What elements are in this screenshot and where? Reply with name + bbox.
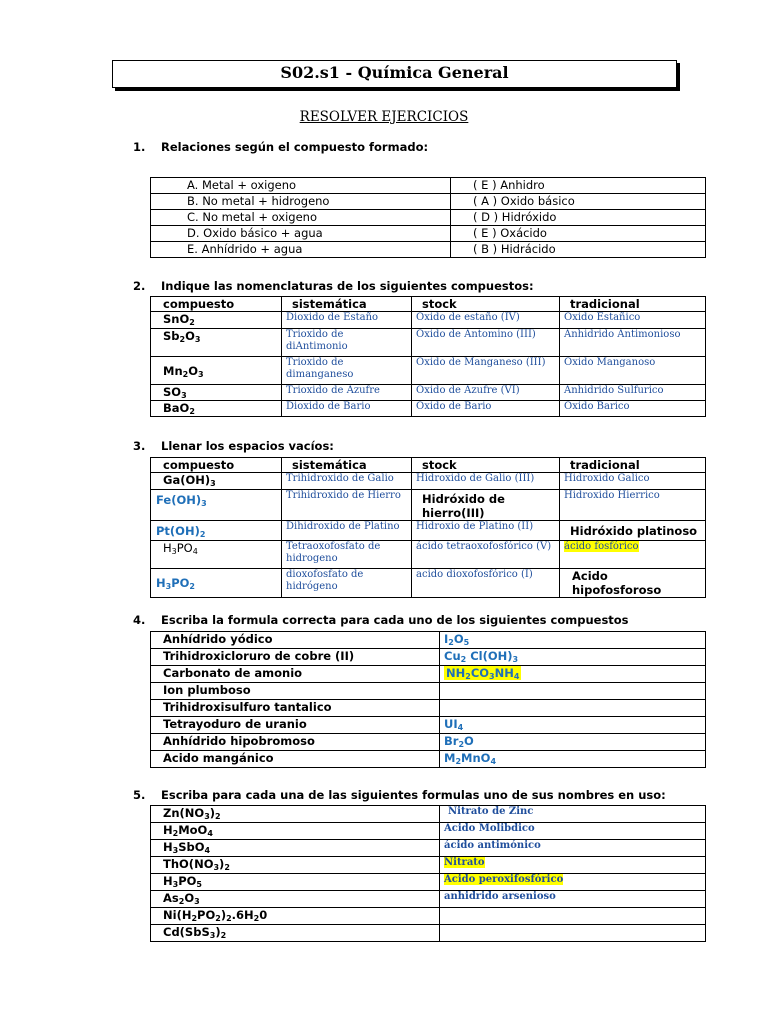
q5-formula: $ThO(NO_3)_2$: [151, 857, 440, 874]
q3-sistematica: Trihidroxido de Hierro: [282, 490, 412, 521]
q5-formula: $Cd(SbS_3)_2$: [151, 925, 440, 942]
q2-header-sistematica: sistemática: [282, 297, 412, 312]
q5-name: [440, 908, 706, 925]
q3-stock: ácido tetraoxofosfórico (V): [412, 541, 560, 569]
q1-right-b: ( A ) Oxido básico: [451, 194, 706, 210]
q4-formula: $NH_2CO_3NH_4$: [440, 666, 706, 683]
q2-stock: Oxido de Manganeso (III): [412, 357, 560, 385]
q2-heading: 2. Indique las nomenclaturas de los siguientes compuestos:: [133, 279, 534, 293]
q5-formula: $H_3PO_5$: [151, 874, 440, 891]
q3-formula-h3po4: $H_3PO_4$: [151, 541, 282, 569]
q5-formula: $Ni(H_2PO_2)_2.6H_20$: [151, 908, 440, 925]
q3-stock: Hidroxio de Platino (II): [412, 521, 560, 541]
q4-heading: 4. Escriba la formula correcta para cada uno de los siguientes compuestos: [133, 613, 629, 627]
q2-tradicional: Anhidrido Antimonioso: [560, 329, 706, 357]
q2-formula-so3: $SO_3$: [151, 385, 282, 401]
q4-name: Trihidroxisulfuro tantalico: [151, 700, 440, 717]
q2-formula-sno2: SnO$_2$: [151, 312, 282, 329]
q4-formula: $M_2MnO_4$: [440, 751, 706, 768]
q3-stock: Hidroxido de Galio (III): [412, 473, 560, 490]
q1-left-c: C. No metal + oxigeno: [151, 210, 451, 226]
q2-sistematica: Dioxido de Bario: [282, 401, 412, 417]
q2-tradicional: Oxido Barico: [560, 401, 706, 417]
q1-heading: 1. Relaciones según el compuesto formado:: [133, 140, 429, 154]
q2-header-stock: stock: [412, 297, 560, 312]
q4-name: Anhídrido hipobromoso: [151, 734, 440, 751]
q3-tradicional: Hidroxido Galico: [560, 473, 706, 490]
q3-tradicional: ácido fosfórico: [560, 541, 706, 569]
q4-formula: [440, 683, 706, 700]
q4-name: Carbonato de amonio: [151, 666, 440, 683]
q1-right-a: ( E ) Anhidro: [451, 178, 706, 194]
q1-left-d: D. Oxido básico + agua: [151, 226, 451, 242]
q3-stock: Hidróxido de hierro(III): [412, 490, 560, 521]
q5-formula: $H_2MoO_4$: [151, 823, 440, 840]
q2-stock: Oxido de Bario: [412, 401, 560, 417]
q5-name: [440, 925, 706, 942]
q2-sistematica: Dioxido de Estaño: [282, 312, 412, 329]
q3-heading: 3. Llenar los espacios vacíos:: [133, 439, 334, 453]
q2-tradicional: Oxido Manganoso: [560, 357, 706, 385]
q2-formula-sb2o3: $Sb_2O_3$: [151, 329, 282, 357]
q2-stock: Oxido de Azufre (VI): [412, 385, 560, 401]
q2-formula-mn2o3: $Mn_2O_3$: [151, 357, 282, 385]
q1-right-e: ( B ) Hidrácido: [451, 242, 706, 258]
q3-tradicional: Hidróxido platinoso: [560, 521, 706, 541]
q4-formula: $I_2O_5$: [440, 632, 706, 649]
q5-name: Nitrato: [440, 857, 706, 874]
q3-header-stock: stock: [412, 458, 560, 473]
q4-name: Ion plumboso: [151, 683, 440, 700]
q2-formula-bao2: BaO$_2$: [151, 401, 282, 417]
q1-left-a: A. Metal + oxigeno: [151, 178, 451, 194]
q1-left-e: E. Anhídrido + agua: [151, 242, 451, 258]
q5-name: Nitrato de Zinc: [440, 806, 706, 823]
q3-sistematica: Dihidroxido de Platino: [282, 521, 412, 541]
q5-formula: $H_3SbO_4$: [151, 840, 440, 857]
q2-sistematica: Trioxido de dimanganeso: [282, 357, 412, 385]
q4-formula: $Cu_2$ $Cl(OH)_3$: [440, 649, 706, 666]
q3-tradicional: Acido hipofosforoso: [560, 569, 706, 598]
title-box: [112, 60, 677, 88]
q1-right-d: ( E ) Oxácido: [451, 226, 706, 242]
q4-name: Trihidroxicloruro de cobre (II): [151, 649, 440, 666]
q5-formula: $As_2O_3$: [151, 891, 440, 908]
q4-table: [150, 631, 706, 768]
q4-name: Tetrayoduro de uranio: [151, 717, 440, 734]
q5-name: anhidrido arsenioso: [440, 891, 706, 908]
q5-name: ácido antimónico: [440, 840, 706, 857]
q5-heading: 5. Escriba para cada una de las siguientes formulas uno de sus nombres en uso:: [133, 788, 666, 802]
q5-name: Acido Molibdico: [440, 823, 706, 840]
q4-name: Acido mangánico: [151, 751, 440, 768]
q3-tradicional: Hidroxido Hierrico: [560, 490, 706, 521]
q3-header-tradicional: tradicional: [560, 458, 706, 473]
q2-sistematica: Trioxido de Azufre: [282, 385, 412, 401]
q3-formula-ptoh2: $Pt(OH)_2$: [151, 521, 282, 541]
q3-header-sistematica: sistemática: [282, 458, 412, 473]
q2-tradicional: Anhidrido Sulfurico: [560, 385, 706, 401]
q5-formula: $Zn(NO_3)_2$: [151, 806, 440, 823]
q3-formula-gaoh3: $Ga(OH)_3$: [151, 473, 282, 490]
q2-stock: Oxido de Antomino (III): [412, 329, 560, 357]
q3-formula-h3po2: $H_3PO_2$: [151, 569, 282, 598]
q3-table: [150, 457, 706, 598]
q3-header-compuesto: compuesto: [151, 458, 282, 473]
q3-sistematica: dioxofosfato de hidrógeno: [282, 569, 412, 598]
q2-tradicional: Oxido Estañico: [560, 312, 706, 329]
q2-header-compuesto: compuesto: [151, 297, 282, 312]
q3-stock: acido dioxofosfórico (I): [412, 569, 560, 598]
q2-header-tradicional: tradicional: [560, 297, 706, 312]
q3-formula-feoh3: $Fe(OH)_3$: [151, 490, 282, 521]
q4-name: Anhídrido yódico: [151, 632, 440, 649]
q1-right-c: ( D ) Hidróxido: [451, 210, 706, 226]
q3-sistematica: Tetraoxofosfato de hidrogeno: [282, 541, 412, 569]
q2-table: [150, 296, 706, 417]
q4-formula: [440, 700, 706, 717]
q1-table: [150, 177, 706, 258]
page-title: S02.s1 - Química General: [280, 63, 509, 82]
q5-name: Acido peroxifosfórico: [440, 874, 706, 891]
q1-left-b: B. No metal + hidrogeno: [151, 194, 451, 210]
q4-formula: $Br_2O$: [440, 734, 706, 751]
q3-sistematica: Trihidroxido de Galio: [282, 473, 412, 490]
q4-formula: $UI_4$: [440, 717, 706, 734]
q2-stock: Oxido de estaño (IV): [412, 312, 560, 329]
q5-table: [150, 805, 706, 942]
q2-sistematica: Trioxido de diAntimonio: [282, 329, 412, 357]
subtitle: RESOLVER EJERCICIOS: [299, 109, 469, 125]
